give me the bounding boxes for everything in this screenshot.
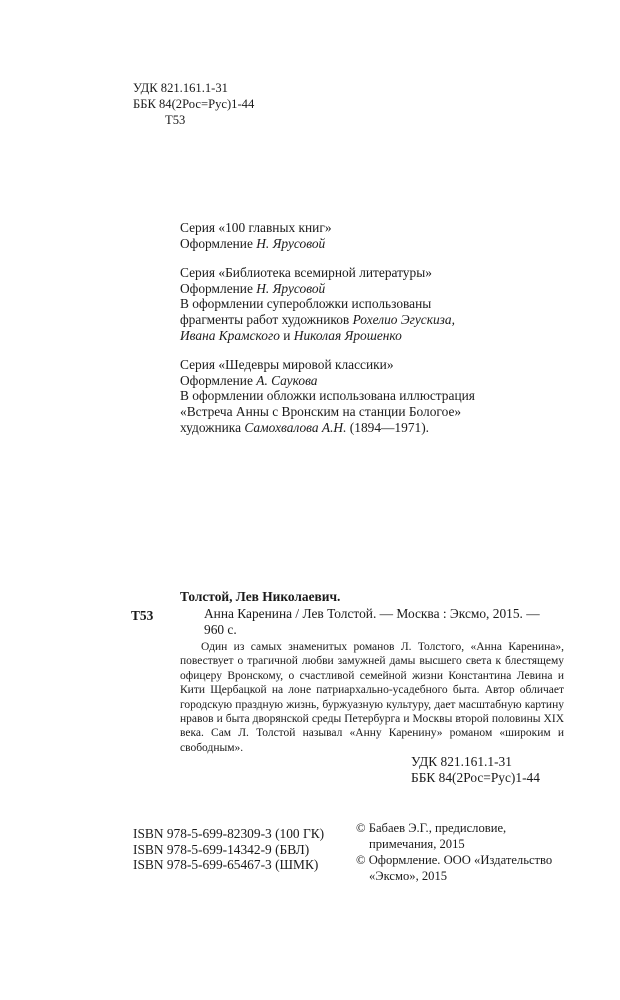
series-group-masterpieces <box>180 357 475 435</box>
artists-line: фрагменты работ художников Рохелио Эгускиза, <box>180 311 455 327</box>
copyright-line: «Эксмо», 2015 <box>369 869 448 883</box>
artists-line: Ивана Крамского и Николая Ярошенко <box>180 327 402 343</box>
author-mark-side: Т53 <box>131 608 154 623</box>
author-heading: Толстой, Лев Николаевич. <box>180 589 341 604</box>
bibliographic-record <box>204 606 540 637</box>
copyright-line: © Оформление. ООО «Издательство <box>356 853 553 867</box>
udk-code: УДК 821.161.1-31 <box>133 81 228 95</box>
designer-name: Н. Ярусовой <box>256 235 326 251</box>
series-title: Серия «Шедевры мировой классики» <box>180 357 394 373</box>
artist-name: Николая Ярошенко <box>293 327 402 343</box>
isbn-line: ISBN 978-5-699-14342-9 (БВЛ) <box>133 841 310 857</box>
design-credit: Оформление А. Саукова <box>180 372 318 388</box>
artist-name: Рохелио Эгускиза, <box>352 311 455 327</box>
series-title: Серия «Библиотека всемирной литературы» <box>180 265 432 281</box>
series-group-100-books <box>180 220 475 251</box>
author-mark: Т53 <box>165 113 186 127</box>
series-group-world-literature <box>180 265 475 343</box>
isbn-line: ISBN 978-5-699-82309-3 (100 ГК) <box>133 826 325 841</box>
top-classification-block <box>133 80 254 128</box>
illustration-title: «Встреча Анны с Вронским на станции Бологое» <box>180 403 462 419</box>
record-line: 960 с. <box>204 621 237 637</box>
bbk-code: ББК 84(2Рос=Рус)1-44 <box>133 97 255 111</box>
bottom-classification-block <box>411 754 540 785</box>
bbk-code: ББК 84(2Рос=Рус)1-44 <box>411 769 540 785</box>
dust-jacket-note: В оформлении суперобложки использованы <box>180 296 432 312</box>
copyright-line: © Бабаев Э.Г., предисловие, <box>356 821 507 835</box>
isbn-block <box>133 826 324 873</box>
designer-name: А. Саукова <box>256 372 318 388</box>
udk-code: УДК 821.161.1-31 <box>411 754 512 769</box>
annotation-text: Один из самых знаменитых романов Л. Толстого, «Анна Каренина», повествует о трагичной любви замужней дамы высшего света к блестящему офицеру Вронскому, о счастливой семейной жизни Константина Левина и Кити Щербацкой на лоне патриархально-усадебного быта. Автор обличает городскую праздную жизнь, буржуазную культуру, дает масштабную картину нравов и быта дворянской среды Петербурга и Москвы второй половины XIX века. Сам Л. Толстой называл «Анну Каренину» романом «широким и свободным». <box>180 641 564 754</box>
isbn-line: ISBN 978-5-699-65467-3 (ШМК) <box>133 857 319 873</box>
annotation <box>180 640 564 755</box>
copyright-line: примечания, 2015 <box>369 837 465 851</box>
illustrator-name: Самохвалова А.Н. <box>244 419 347 435</box>
copyright-block <box>356 820 552 884</box>
series-credits <box>180 220 475 449</box>
designer-name: Н. Ярусовой <box>256 280 326 296</box>
illustrator-line: художника Самохвалова А.Н. (1894—1971). <box>180 419 430 435</box>
design-credit: Оформление Н. Ярусовой <box>180 235 326 251</box>
record-line: Анна Каренина / Лев Толстой. — Москва : Эксмо, 2015. — <box>204 606 540 621</box>
design-credit: Оформление Н. Ярусовой <box>180 280 326 296</box>
cover-illustration-note: В оформлении обложки использована иллюстрация <box>180 388 475 404</box>
artist-name: Ивана Крамского <box>180 327 280 343</box>
series-title: Серия «100 главных книг» <box>180 220 332 235</box>
